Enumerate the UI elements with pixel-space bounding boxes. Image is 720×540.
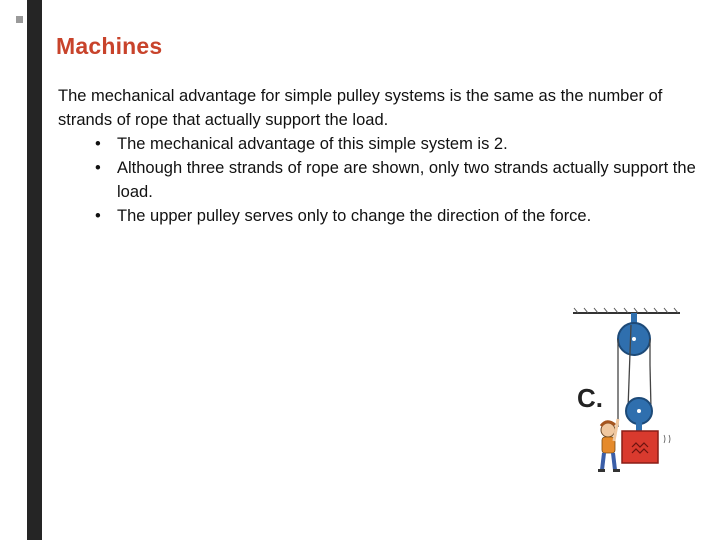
- bullet-marker: •: [95, 207, 101, 225]
- slide-title: Machines: [56, 33, 163, 59]
- bullet-marker: •: [95, 135, 101, 153]
- bullet-text: The upper pulley serves only to change the direction of the force.: [117, 207, 592, 225]
- slide-accent-bar: [27, 0, 42, 540]
- pulley-figure: [570, 305, 683, 480]
- intro-paragraph: The mechanical advantage for simple pulley systems is the same as the number of strands of rope that actually support the load.: [58, 87, 663, 129]
- bullet-item: [58, 156, 718, 204]
- figure-label: C.: [577, 383, 603, 413]
- corner-marker: [16, 16, 23, 23]
- bullet-text: The mechanical advantage of this simple system is 2.: [117, 135, 508, 153]
- bullet-item: [58, 132, 718, 156]
- bullet-text: Although three strands of rope are shown, only two strands actually support the load.: [117, 159, 696, 201]
- bullet-list: [58, 132, 718, 228]
- bullet-item: [58, 204, 718, 228]
- bullet-marker: •: [95, 159, 101, 177]
- slide-body: [58, 84, 718, 228]
